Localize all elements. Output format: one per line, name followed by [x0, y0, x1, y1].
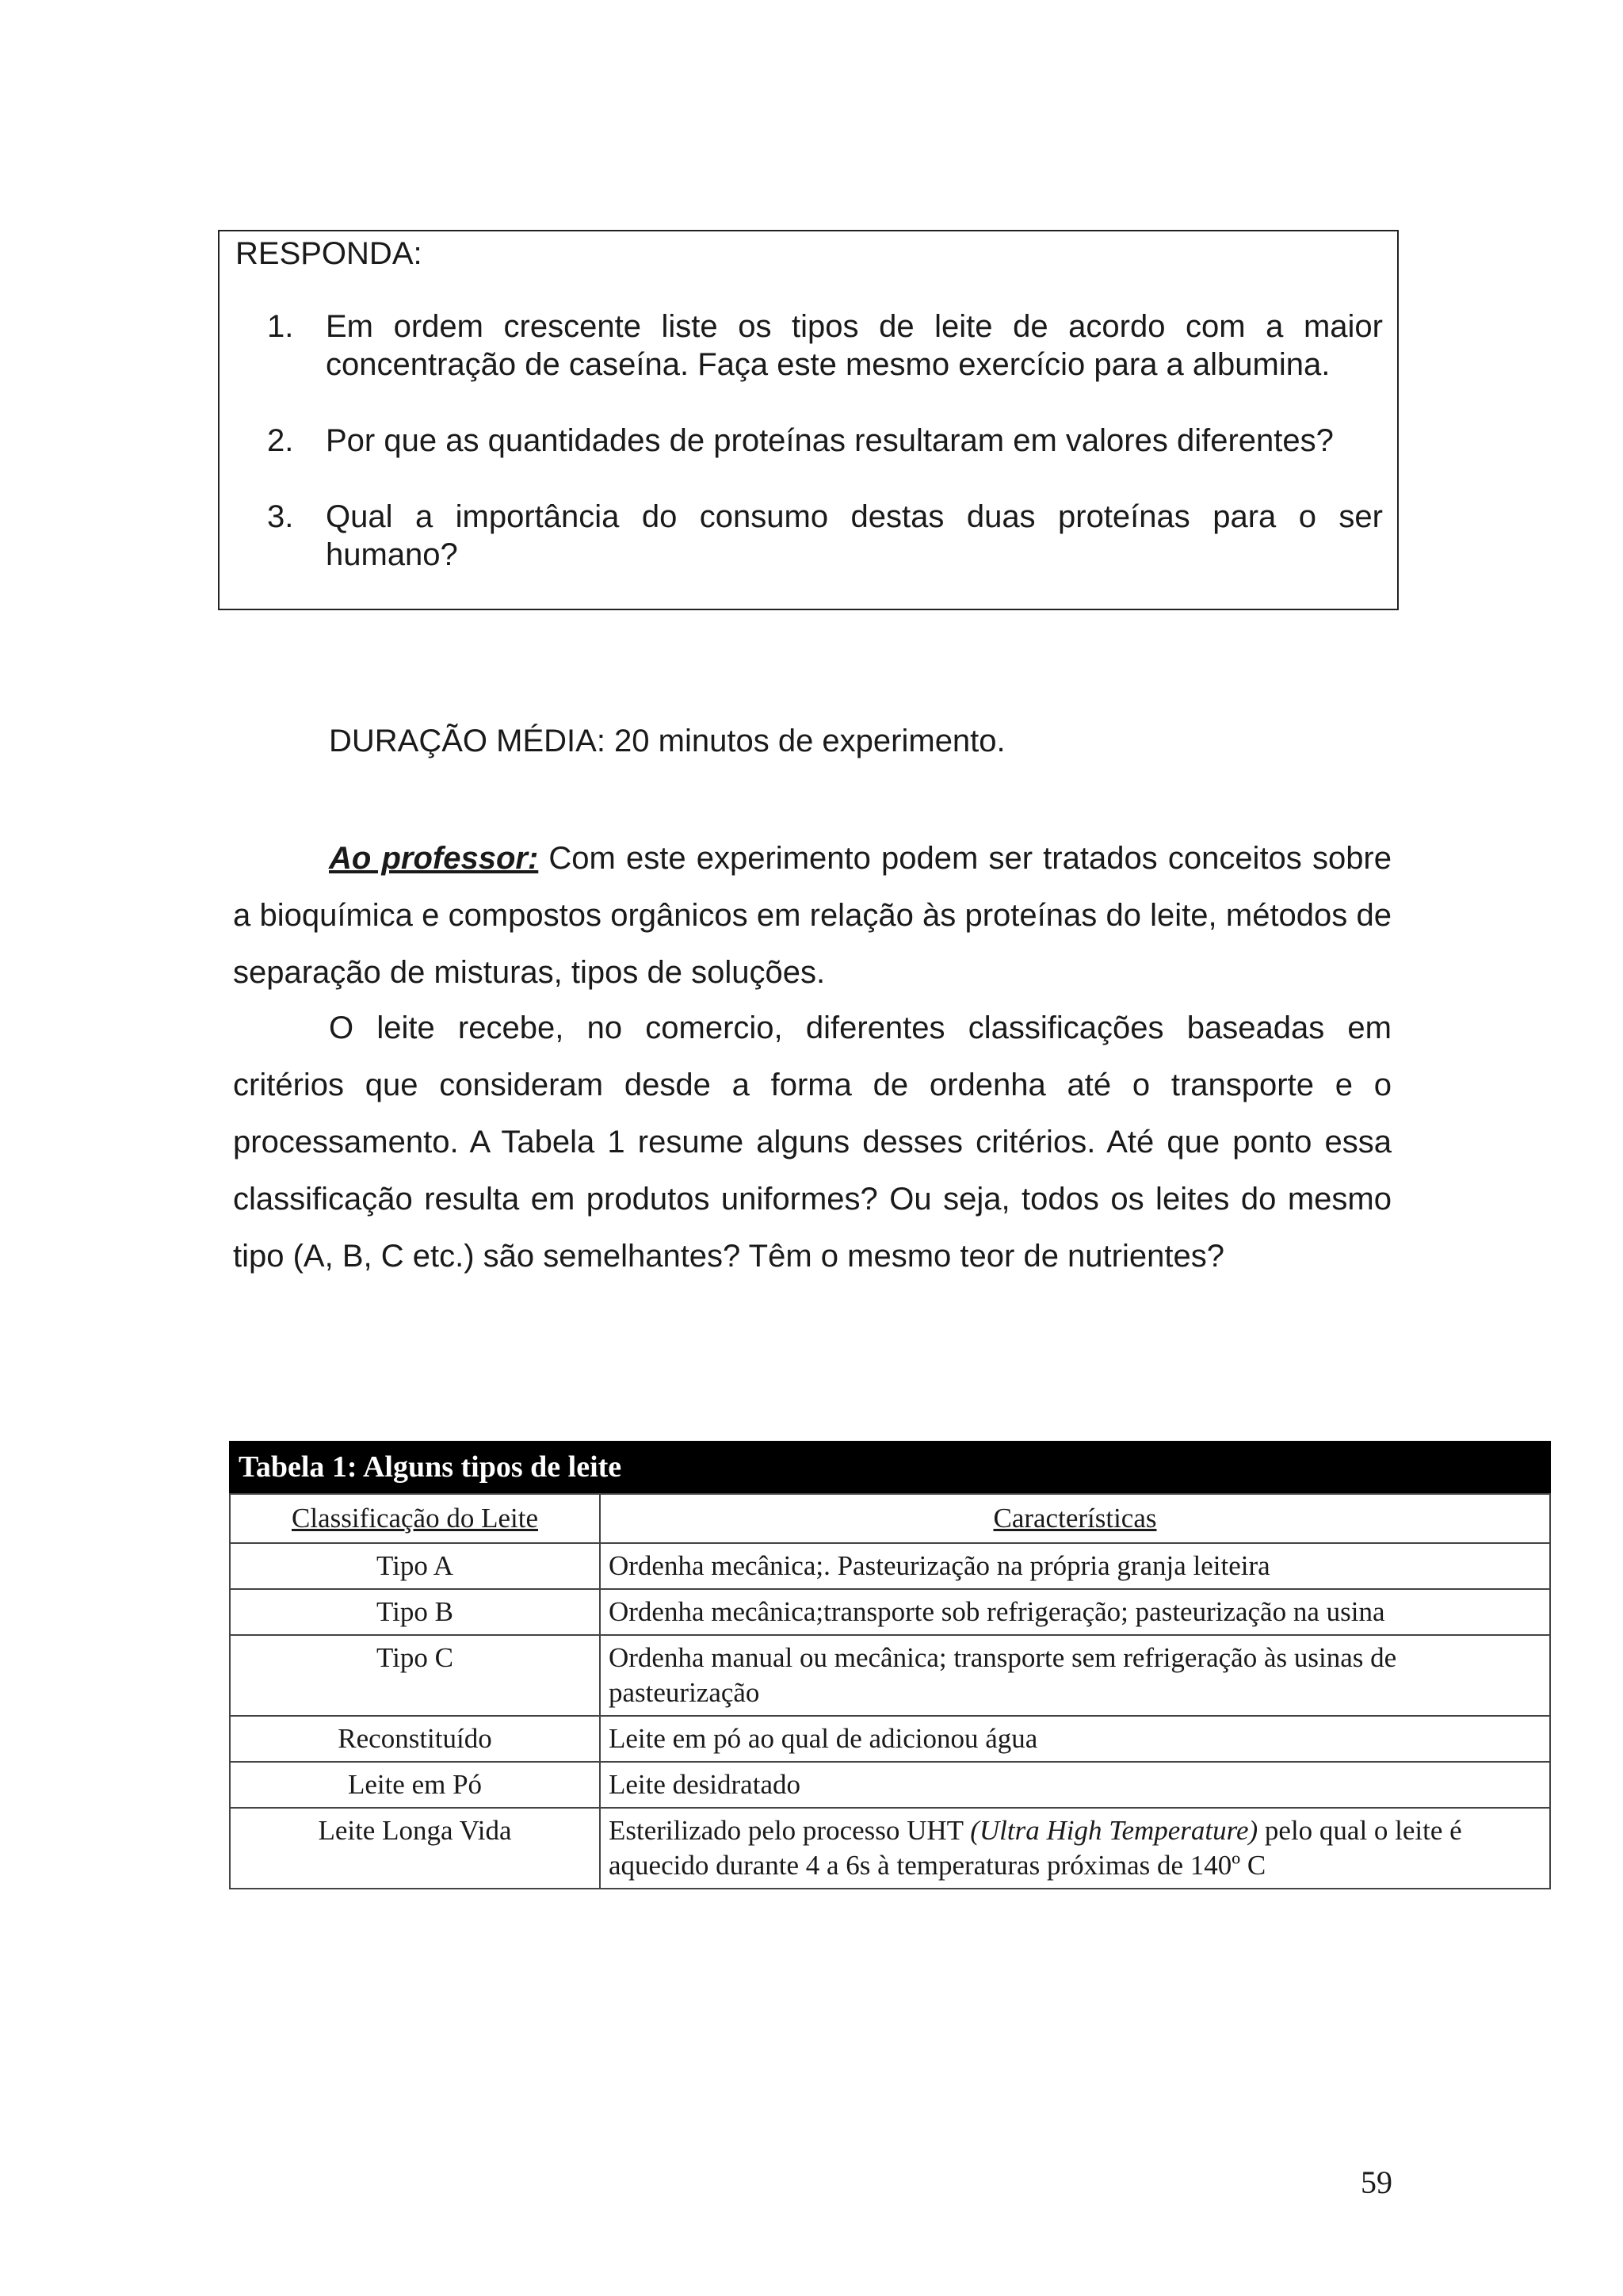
- cell-tipo: Tipo C: [230, 1635, 600, 1716]
- cell-tipo: Tipo B: [230, 1589, 600, 1635]
- milk-types-table: [229, 1441, 1551, 1889]
- question-text: Por que as quantidades de proteínas resultaram em valores diferentes?: [326, 423, 1334, 458]
- teacher-label: Ao professor:: [329, 841, 539, 876]
- text-italic-part: (Ultra High Temperature): [970, 1815, 1258, 1846]
- questions-box: [218, 230, 1399, 610]
- table-grid: [229, 1493, 1551, 1889]
- cell-caracteristicas: Ordenha mecânica;transporte sob refrigeração; pasteurização na usina: [600, 1589, 1550, 1635]
- teacher-text: Com este experimento podem ser tratados conceitos sobre a bioquímica e compostos orgânicos em relação às proteínas do leite, métodos de separação de misturas, tipos de soluções.: [233, 841, 1392, 990]
- table-title: Tabela 1: Alguns tipos de leite: [229, 1441, 1551, 1493]
- cell-caracteristicas: Leite desidratado: [600, 1762, 1550, 1808]
- table-row: [230, 1589, 1550, 1635]
- cell-caracteristicas: Leite em pó ao qual de adicionou água: [600, 1716, 1550, 1762]
- question-number: 3.: [267, 499, 294, 534]
- cell-tipo: Leite Longa Vida: [230, 1808, 600, 1889]
- question-3: [267, 498, 1383, 574]
- question-number: 2.: [267, 423, 294, 458]
- question-number: 1.: [267, 309, 294, 344]
- cell-tipo: Tipo A: [230, 1543, 600, 1589]
- cell-tipo: Reconstituído: [230, 1716, 600, 1762]
- table-row: [230, 1716, 1550, 1762]
- table-row: [230, 1808, 1550, 1889]
- cell-caracteristicas: Ordenha mecânica;. Pasteurização na própria granja leiteira: [600, 1543, 1550, 1589]
- teacher-paragraph: [233, 830, 1392, 1001]
- box-title: RESPONDA:: [235, 236, 422, 271]
- table-header-row: [230, 1494, 1550, 1543]
- question-1: [267, 308, 1383, 384]
- cell-tipo: Leite em Pó: [230, 1762, 600, 1808]
- header-classificacao: Classificação do Leite: [230, 1494, 600, 1543]
- question-text: Qual a importância do consumo destas duas proteínas para o ser humano?: [326, 499, 1383, 572]
- page-number: 59: [1361, 2164, 1392, 2200]
- question-2: [267, 422, 1383, 460]
- milk-classification-paragraph: O leite recebe, no comercio, diferentes classificações baseadas em critérios que consideram desde a forma de ordenha até o transporte e o processamento. A Tabela 1 resume alguns desses critérios. Até que ponto essa classificação resulta em produtos uniformes? Ou seja, todos os leites do mesmo tipo (A, B, C etc.) são semelhantes? Têm o mesmo teor de nutrientes?: [233, 1010, 1392, 1274]
- text-part: Esterilizado pelo processo UHT: [609, 1815, 971, 1846]
- duration-line: DURAÇÃO MÉDIA: 20 minutos de experimento.: [329, 724, 1006, 758]
- question-text: Em ordem crescente liste os tipos de leite de acordo com a maior concentração de caseína. Faça este mesmo exercício para a albumina.: [326, 309, 1383, 382]
- table-row: [230, 1762, 1550, 1808]
- header-caracteristicas: Características: [600, 1494, 1550, 1543]
- cell-caracteristicas: [600, 1808, 1550, 1889]
- text-part: pelo qual o leite é aquecido durante 4 a 6s à temperaturas próximas de 140º C: [609, 1815, 1462, 1881]
- table-row: [230, 1635, 1550, 1716]
- cell-caracteristicas: Ordenha manual ou mecânica; transporte sem refrigeração às usinas de pasteurização: [600, 1635, 1550, 1716]
- table-row: [230, 1543, 1550, 1589]
